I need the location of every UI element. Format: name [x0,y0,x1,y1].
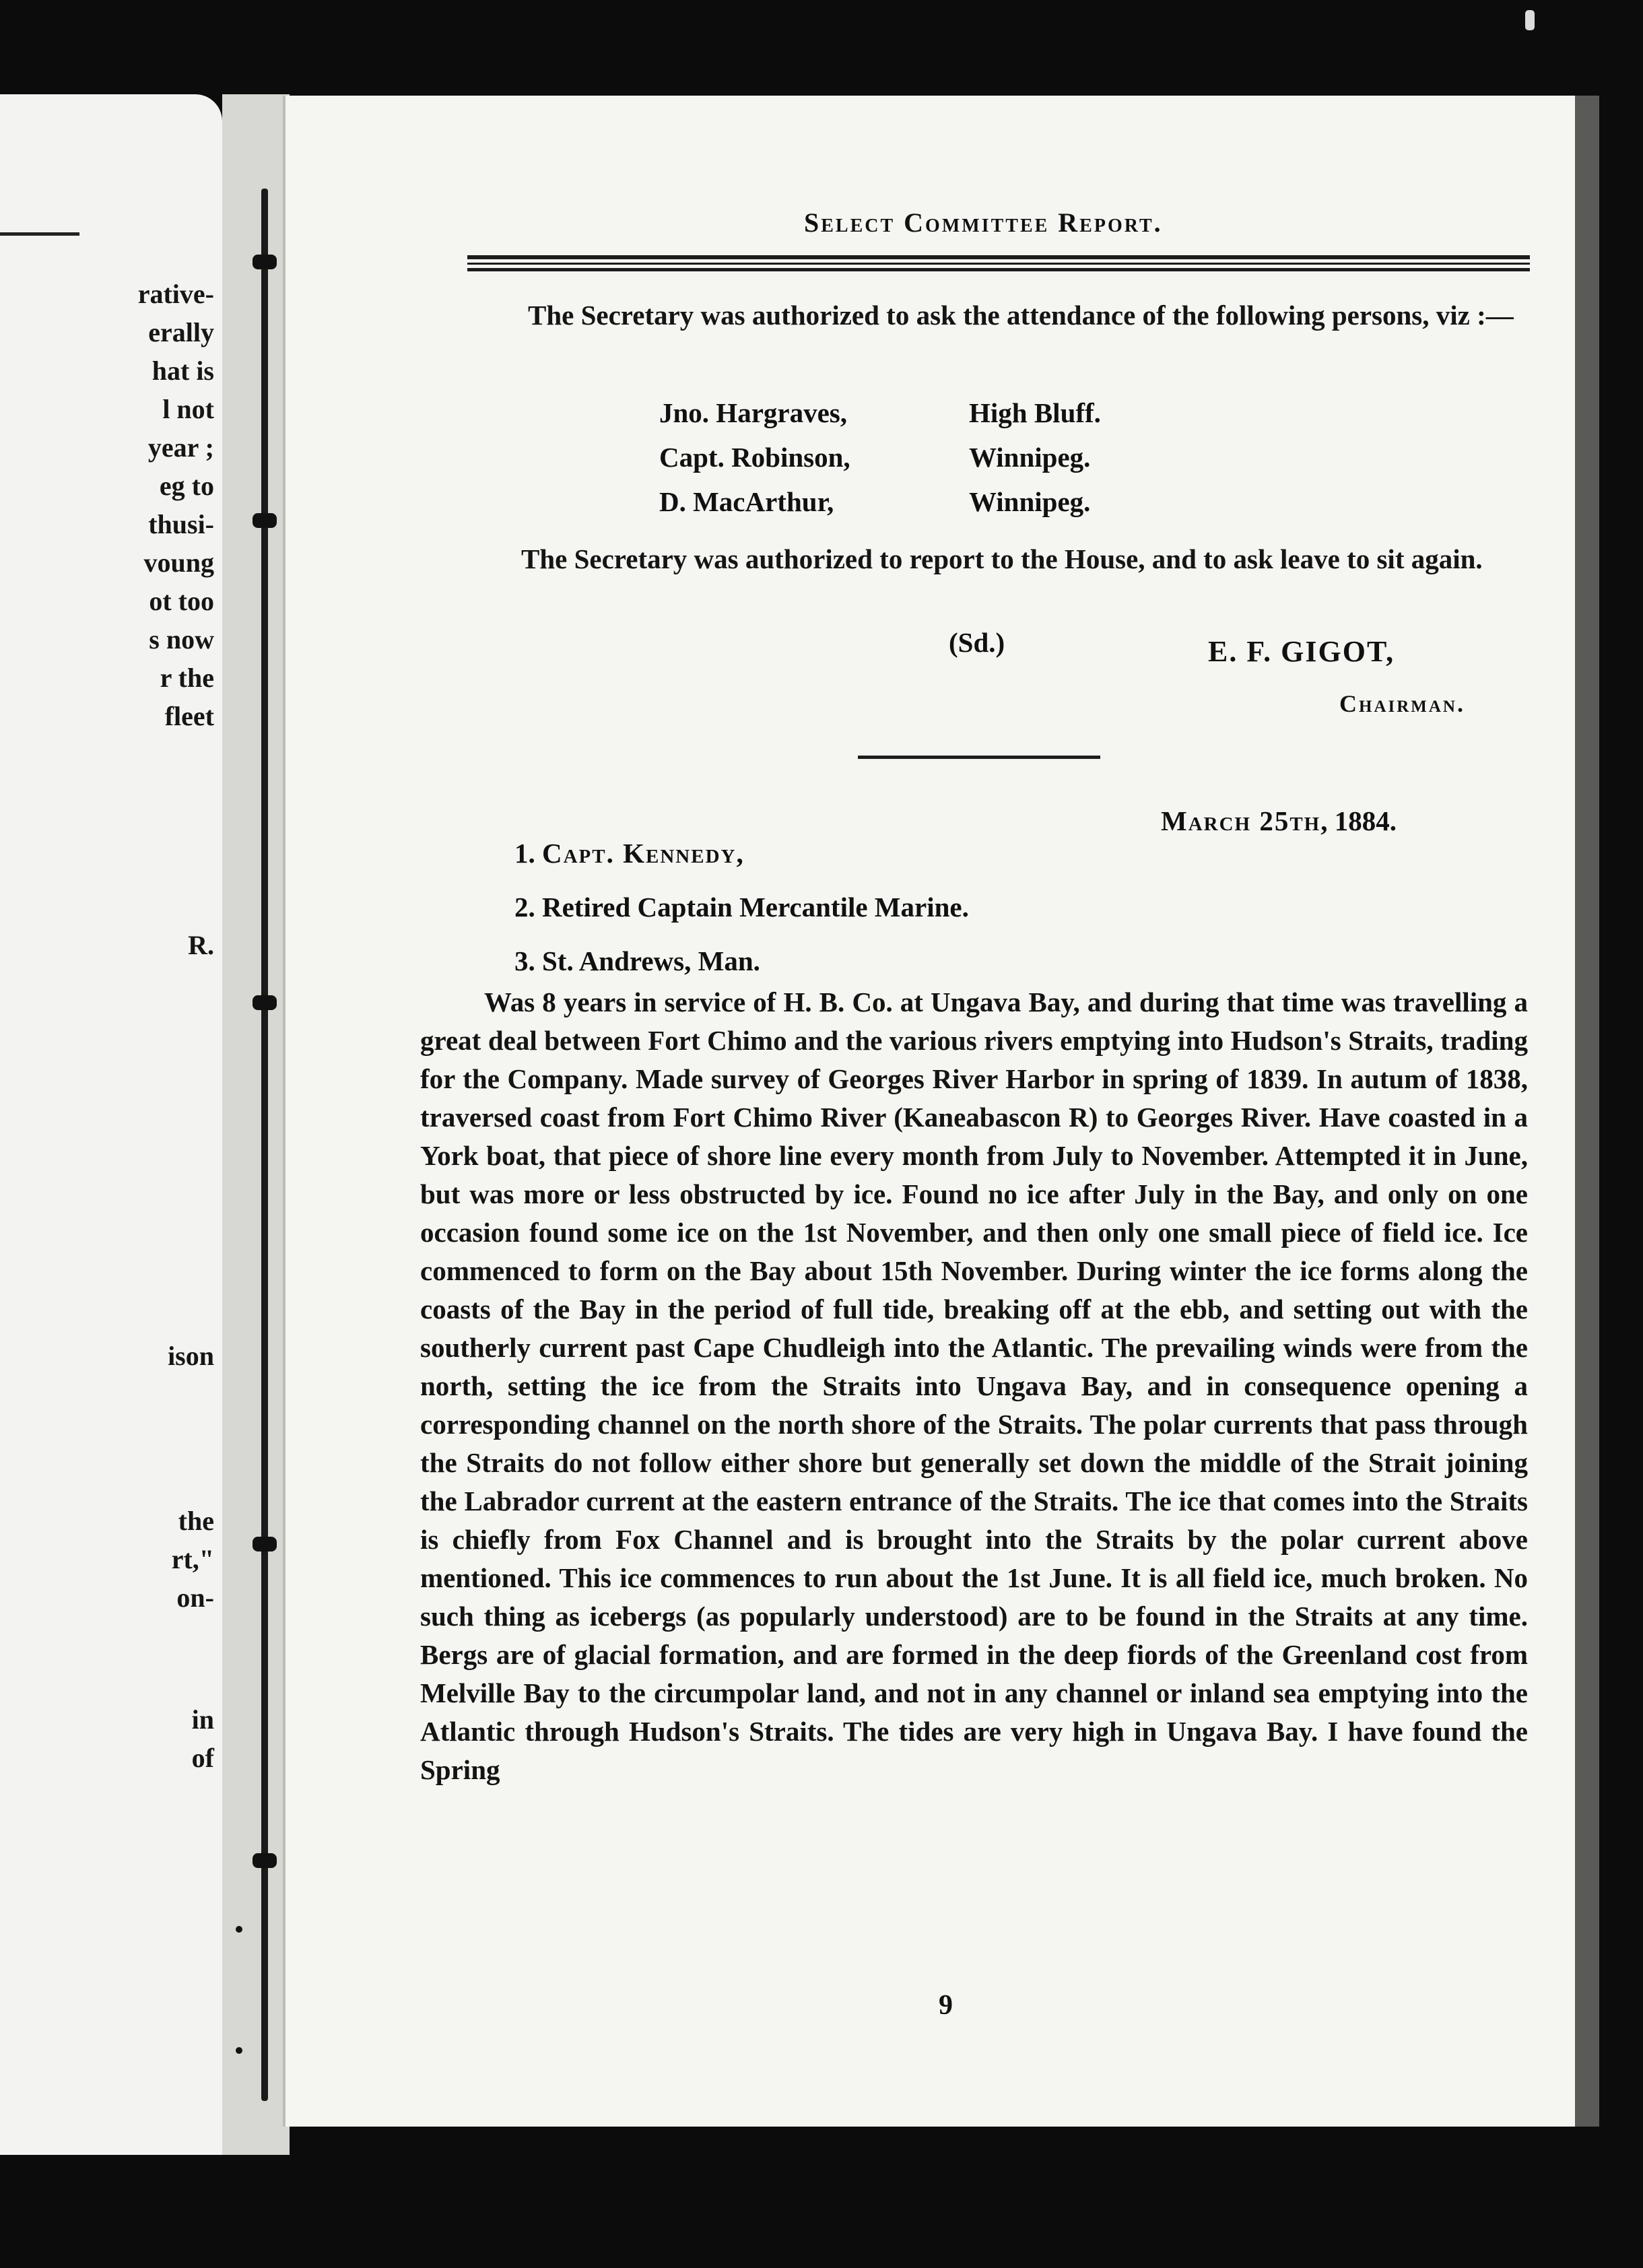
stitch-knot [253,1537,277,1552]
person-row [659,391,1198,435]
person-place: High Bluff. [969,397,1101,428]
person-name: Jno. Hargraves, [659,397,847,428]
person-name: Capt. Robinson, [659,442,850,473]
margin-fragment: year ; [147,432,214,463]
testimony-body: Was 8 years in service of H. B. Co. at Ungava Bay, and during that time was travelling a great deal between Fort Chimo and the various rivers emptying into Hudson's Straits, trading for the Company. Made survey of Georges River Harbor in spring of 1839. In autum of 1838, traversed coast from Fort Chimo River (Kaneabascon R) to Georges River. Have coasted in a York boat, that piece of shore line every month from July to November. Attempted it in June, but was more or less obstructed by ice. Found no ice after July in the Bay, and only on one occasion found some ice on the 1st November, and then only one small piece of field ice. Ice commenced to form on the Bay about 15th November. During winter the ice forms along the coasts of the Bay in the period of full tide, breaking off at the ebb, and setting out with the southerly current past Cape Chudleigh into the Atlantic. The prevailing winds were from the north, setting the ice from the Straits into Ungava Bay, and in consequence opening a corresponding channel on the north shore of the Straits. The polar currents that pass through the Straits do not follow either shore but generally set down the middle of the Strait joining the Labrador current at the eastern entrance of the Straits. The ice that comes into the Straits is chiefly from Fox Channel and is brought into the Straits by the polar current above mentioned. This ice commences to run about the 1st June. It is all field ice, much broken. No such thing as icebergs (as popularly understood) are to be found in the Straits at any time. Bergs are of glacial formation, and are formed in the deep fiords of the Greenland cost from Melville Bay to the circumpolar land, and not in any channel or inland sea emptying into the Atlantic through Hudson's Straits. The tides are very high in Ungava Bay. I have found the Spring [420,987,1528,1785]
stitch-knot [253,255,277,269]
margin-fragment: on- [176,1582,214,1613]
running-head: Select Committee Report. [804,207,1163,238]
signer-name: E. F. GIGOT, [1208,635,1395,668]
stitch-hole [236,1926,242,1933]
attendance-paragraph: The Secretary was authorized to ask the attendance of the following persons, viz :— [528,300,1514,331]
margin-fragment: thusi- [148,509,214,539]
witness-line [514,826,969,880]
margin-fragment: s now [149,624,214,655]
facing-page [0,94,222,2155]
signer-role: Chairman. [1339,690,1465,717]
date-year: , 1884. [1320,805,1397,836]
margin-fragment: of [191,1743,214,1773]
person-row [659,435,1198,479]
person-row [659,479,1198,524]
date-month: March 25th [1161,805,1321,836]
scan-mark [1525,10,1535,30]
margin-fragment: eg to [159,471,214,501]
witness-name: Capt. Kennedy, [542,838,745,869]
margin-fragment: voung [143,547,214,578]
margin-fragment: hat is [152,356,214,386]
facing-page-rule [0,232,79,236]
person-place: Winnipeg. [969,486,1091,517]
stitch-knot [253,995,277,1010]
stitch-knot [253,1853,277,1868]
binding-gutter [222,94,290,2155]
witness-number: 1. [514,838,535,869]
margin-fragment: erally [148,317,214,347]
margin-fragment: rative- [137,279,214,309]
section-divider [858,756,1100,759]
stitch-knot [253,513,277,528]
persons-list [659,391,1198,524]
sd-mark: (Sd.) [949,627,1005,658]
margin-fragment: R. [188,930,214,960]
stitch-hole [236,2047,242,2054]
witness-residence: 3. St. Andrews, Man. [514,945,760,976]
margin-fragment: in [191,1704,214,1735]
margin-fragment: rt," [171,1544,214,1574]
margin-fragment: ison [168,1341,214,1371]
margin-fragment: r the [160,663,214,693]
margin-fragment: the [178,1506,214,1536]
margin-fragment: ot too [149,586,214,616]
margin-fragment: l not [162,394,214,424]
header-rule [467,255,1530,259]
margin-fragment: fleet [164,701,214,731]
page-number: 9 [939,1990,953,2021]
person-name: D. MacArthur, [659,486,834,517]
report-date [1161,805,1397,837]
report-paragraph: The Secretary was authorized to report to the House, and to ask leave to sit again. [521,543,1483,574]
page-edge-shadow [1572,96,1599,2127]
witness-details [514,826,969,988]
document-page [283,96,1575,2127]
header-rule [467,263,1530,265]
witness-occupation: 2. Retired Captain Mercantile Marine. [514,892,969,923]
person-place: Winnipeg. [969,442,1091,473]
header-rule [467,268,1530,271]
binding-thread [261,189,268,2101]
